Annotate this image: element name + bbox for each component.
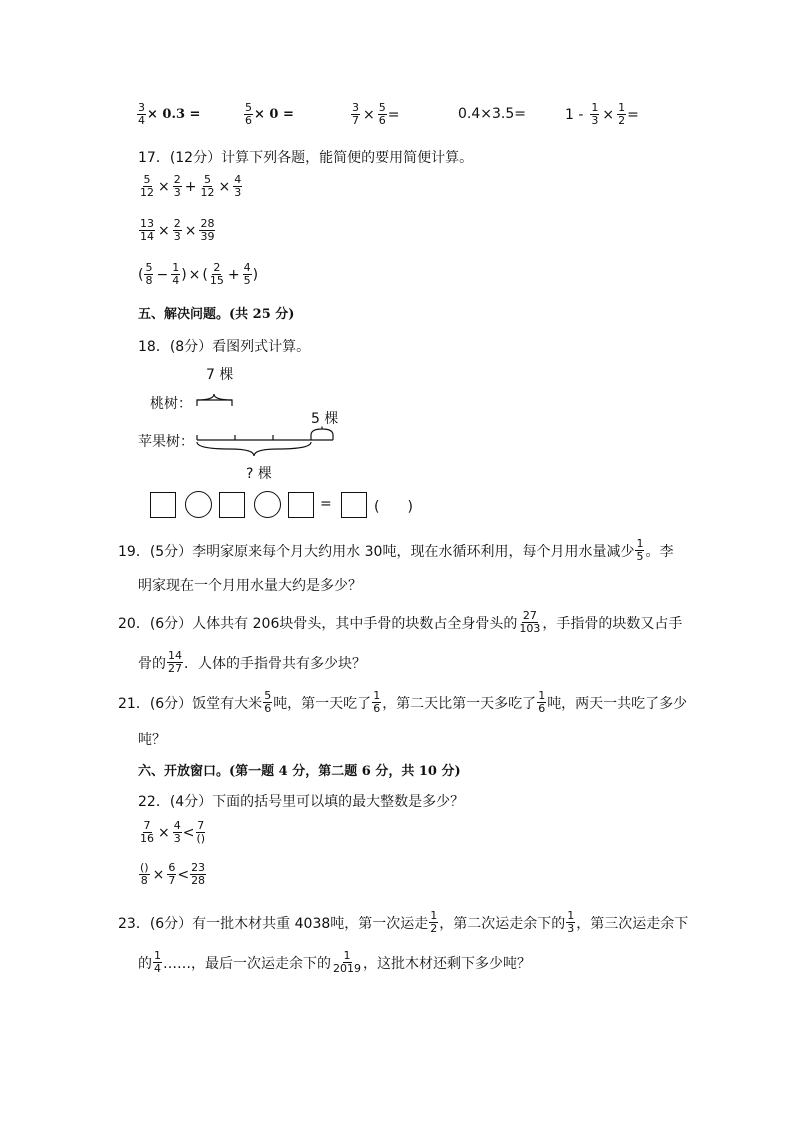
top-expr-5: 1 - $\frac{1}{3}$ × $\frac{1}{2}$ = [565,101,639,127]
apple-extra-label: 5 棵 [311,411,339,427]
q20-line-1: 20．(6分）人体共有 206块骨头，其中手骨的块数占全身骨头的 $\frac{27}{103}$ ，手指骨的块数又占手 [118,609,683,635]
q17-expr-1: $\frac{5}{12}$ × $\frac{2}{3}$ + $\frac{5}{12}$ × $\frac{4}{3}$ [140,173,242,199]
q21-line-2: 吨？ [138,732,166,748]
q17-label: 17．(12分）计算下列各题，能简便的要用简便计算。 [138,150,474,166]
q17-expr-2: $\frac{13}{14}$ × $\frac{2}{3}$ × $\frac{28}{39}$ [140,217,215,243]
operator-circle-2[interactable] [254,491,281,518]
q20-line-2: 骨的 $\frac{14}{27}$ ．人体的手指骨共有多少块？ [138,649,366,675]
apple-total-label: ? 棵 [246,466,272,482]
answer-box-1[interactable] [150,492,176,518]
q19-line-2: 明家现在一个月用水量大约是多少？ [138,578,362,594]
section-6-heading: 六、开放窗口。(第一题 4 分，第二题 6 分，共 10 分) [138,764,461,779]
q17-expr-3: ( $\frac{5}{8}$ − $\frac{1}{4}$ ) × ( $\frac{2}{15}$ + $\frac{4}{5}$ ) [138,261,259,287]
q22-inequality-1: $\frac{7}{16}$ × $\frac{4}{3}$ < $\frac{7}{()}$ [140,819,206,845]
q23-line-1: 23．(6分）有一批木材共重 4038吨，第一次运走 $\frac{1}{2}$ ，第二次运走余下的 $\frac{1}{3}$ ，第三次运走余下 [118,909,689,935]
q18-label: 18．(8分）看图列式计算。 [138,339,311,355]
q22-label: 22．(4分）下面的括号里可以填的最大整数是多少？ [138,794,465,810]
fraction: $\frac{3}{7}$ [352,101,359,127]
fraction: $\frac{27}{103}$ [519,609,541,635]
fraction: $\frac{5}{6}$ [245,101,252,127]
fraction: $\frac{5}{6}$ [378,101,386,127]
operator-circle-1[interactable] [185,491,212,518]
fraction: $\frac{3}{4}$ [138,101,145,127]
top-expr-4: 0.4×3.5= [458,106,526,122]
peach-label: 桃树： [150,396,192,412]
top-expr-2: $\frac{5}{6}$ × 0 = [245,101,294,127]
q22-inequality-2: $\frac{()}{8}$ × $\frac{6}{7}$ < $\frac{23}{28}$ [140,861,206,887]
peach-diagram [190,386,250,410]
equals-sign: = [320,496,332,512]
q23-line-2: 的 $\frac{1}{4}$ ……，最后一次运走余下的 $\frac{1}{2019}$ ，这批木材还剩下多少吨？ [138,949,531,975]
fraction: $\frac{1}{2}$ [618,101,626,127]
q19-line-1: 19．(5分）李明家原来每个月大约用水 30吨，现在水循环利用，每个月用水量减少 $\frac{1}{5}$ 。李 [118,537,674,563]
fraction: $\frac{1}{3}$ [591,101,599,127]
peach-count-label: 7 棵 [206,367,234,383]
section-5-heading: 五、解决问题。(共 25 分) [138,307,295,322]
answer-box-3[interactable] [288,492,314,518]
top-expr-3: $\frac{3}{7}$ × $\frac{5}{6}$ = [352,101,400,127]
answer-box-2[interactable] [219,492,245,518]
apple-diagram [190,422,340,462]
top-expr-1: $\frac{3}{4}$ × 0.3 = [138,101,201,127]
apple-label: 苹果树： [138,434,194,450]
fraction: $\frac{14}{27}$ [168,649,182,675]
q21-line-1: 21．(6分）饭堂有大米 $\frac{5}{6}$ 吨，第一天吃了 $\frac{1}{6}$ ，第二天比第一天多吃了 $\frac{1}{6}$ 吨，两天一共吃了多少 [118,689,688,715]
answer-box-result[interactable] [341,492,367,518]
unit-paren: ( ) [374,499,413,515]
fraction: $\frac{1}{5}$ [636,537,644,563]
